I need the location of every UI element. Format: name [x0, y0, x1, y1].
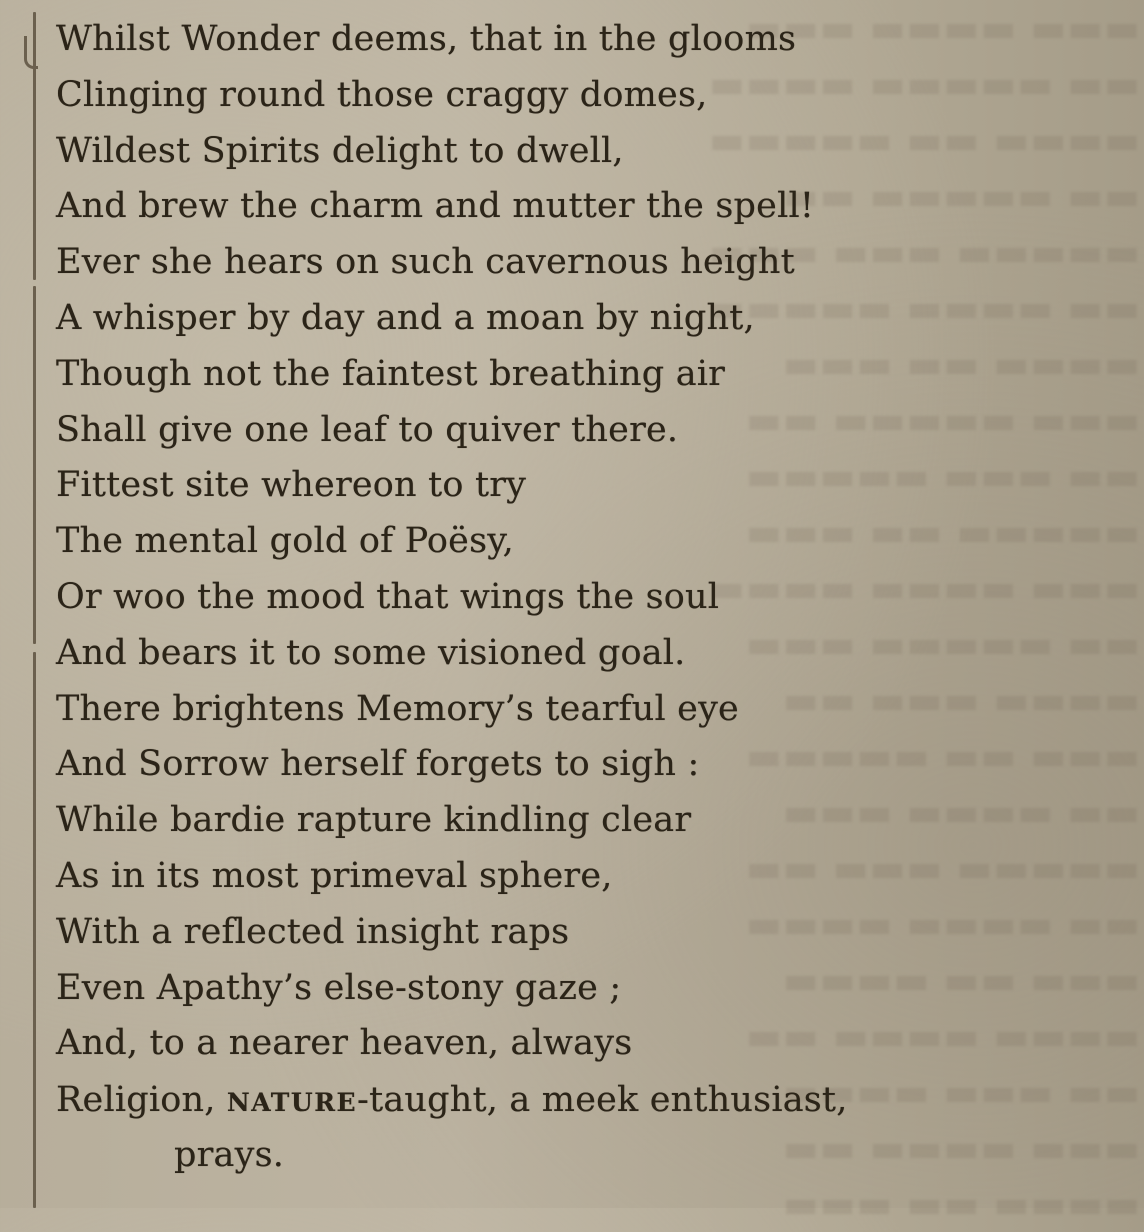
poem-line-final: prays. [174, 1134, 285, 1175]
poem-line: A whisper by day and a moan by night, [56, 297, 755, 338]
margin-rule-top [33, 12, 36, 280]
last-line-start: Religion, [56, 1080, 227, 1121]
poem-line: Ever she hears on such cavernous height [56, 242, 795, 283]
poem-line: And bears it to some visioned goal. [56, 632, 686, 673]
poem-line: Wildest Spirits delight to dwell, [56, 130, 624, 171]
poem-line: The mental gold of Poësy, [56, 521, 514, 562]
margin-rule-middle [33, 286, 36, 644]
poem-line: And Sorrow herself forgets to sigh : [56, 744, 700, 785]
poem-line: Clinging round those craggy domes, [56, 74, 708, 115]
poem-text [56, 12, 1116, 1184]
poem-line: Whilst Wonder deems, that in the glooms [56, 19, 797, 59]
margin-rule-bottom [33, 652, 36, 1208]
poem-line: Fittest site whereon to try [56, 465, 527, 506]
poem-line: Even Apathy’s else-stony gaze ; [56, 967, 622, 1008]
nature-smallcaps: nature [226, 1079, 358, 1121]
poem-line: With a reflected insight raps [56, 911, 570, 952]
poem-line: While bardie rapture kindling clear [56, 800, 692, 841]
poem-line: As in its most primeval sphere, [56, 855, 613, 896]
last-line-end: -taught, a meek enthusiast, [357, 1080, 848, 1121]
poem-line: Or woo the mood that wings the soul [56, 576, 720, 617]
poem-line-last [56, 1072, 1116, 1128]
poem-line: And, to a nearer heaven, always [56, 1023, 633, 1064]
poem-line: And brew the charm and mutter the spell! [56, 186, 815, 227]
bleed-through-text: ▬▬▬ ▬▬▬▬ ▬▬▬ ▬▬ ▬▬▬▬▬ ▬▬▬▬ ▬▬▬▬ ▬▬ ▬▬▬▬▬ ▬▬ ▬▬▬▬▬ ▬▬ ▬▬▬▬▬ ▬▬▬ ▬▬▬ ▬▬ ▬▬▬▬ ▬▬▬▬▬ ▬▬▬▬ ▬▬ ▬▬▬ ▬▬▬ ▬▬▬▬▬ ▬▬ ▬▬ ▬▬▬ ▬▬▬▬▬ ▬▬▬▬▬ ▬▬ ▬▬▬ ▬▬▬ ▬▬▬▬ ▬▬▬▬ ▬▬ ▬▬▬▬▬ ▬▬▬ ▬▬▬▬ ▬▬▬ ▬▬ ▬▬▬ ▬▬ ▬▬▬▬▬ ▬▬ ▬▬▬▬ ▬▬▬ ▬▬▬▬▬ ▬▬▬ ▬▬ ▬▬ ▬▬▬▬ ▬▬▬▬ ▬▬▬ ▬▬ ▬▬▬▬ ▬▬▬▬ ▬▬▬▬ ▬▬ ▬▬ ▬▬▬ ▬▬▬▬ ▬▬▬ ▬▬▬▬ ▬▬ ▬▬▬▬ ▬▬ ▬▬▬ [707, 6, 1140, 1226]
poem-line: Shall give one leaf to quiver there. [56, 409, 679, 450]
poem-line: Though not the faintest breathing air [56, 353, 726, 394]
poem-line: There brightens Memory’s tearful eye [56, 688, 739, 729]
